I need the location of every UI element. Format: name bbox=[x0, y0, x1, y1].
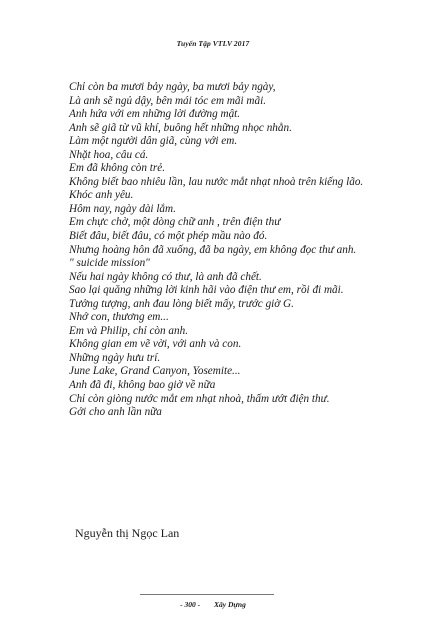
poem-line: Hôm nay, ngày dài lắm. bbox=[69, 202, 176, 215]
poem-line: Gởi cho anh lần nữa bbox=[69, 406, 162, 419]
poem-line: Không biết bao nhiêu lần, lau nước mắt nhạt nhoà trên kiếng lão. bbox=[69, 175, 364, 188]
poem-line: Anh hứa với em những lời đường mật. bbox=[69, 108, 241, 121]
header-title: Tuyển Tập VTLV 2017 bbox=[176, 39, 250, 48]
footer-divider bbox=[140, 594, 274, 595]
poem-line: Khóc anh yêu. bbox=[69, 189, 134, 202]
poem-line: Sao lại quăng những lời kinh hãi vào điện thư em, rồi đi mãi. bbox=[69, 284, 344, 297]
running-header bbox=[0, 39, 426, 48]
poem-line: Chỉ còn giòng nước mắt em nhạt nhoà, thấm ướt điện thư. bbox=[69, 392, 330, 405]
poem-line: Nhưng hoàng hôn đã xuống, đã ba ngày, em không đọc thư anh. bbox=[69, 243, 357, 256]
poem-line: Không gian em vẽ vời, với anh và con. bbox=[69, 338, 242, 351]
footer-section: Xây Dựng bbox=[214, 600, 246, 609]
poem-line: " suicide mission" bbox=[69, 257, 150, 270]
poem-line: Tưởng tượng, anh đau lòng biết mấy, trước giờ G. bbox=[69, 297, 294, 310]
poem-line: Làm một người dân giã, cùng với em. bbox=[69, 135, 238, 148]
poem-line: June Lake, Grand Canyon, Yosemite... bbox=[69, 365, 241, 378]
running-footer bbox=[0, 600, 426, 609]
poem-line: Nếu hai ngày không có thư, là anh đã chết. bbox=[69, 270, 262, 283]
poem-line: Chỉ còn ba mươi bảy ngày, ba mươi bảy ngày, bbox=[69, 81, 276, 93]
poem-line: Anh sẽ giã từ vũ khí, buông hết những nhọc nhằn. bbox=[69, 121, 292, 134]
page-number: - 300 - bbox=[180, 600, 201, 609]
author-name: Nguyễn thị Ngọc Lan bbox=[75, 526, 180, 540]
poem-line: Em chực chờ, một dòng chữ anh , trên điện thư bbox=[69, 216, 281, 229]
poem-line: Em đã không còn trẻ. bbox=[69, 162, 166, 175]
poem-line: Biết đâu, biết đâu, có một phép mầu nào đó. bbox=[69, 230, 268, 243]
poem-line: Nhặt hoa, câu cá. bbox=[69, 148, 149, 161]
poem-line: Nhớ con, thương em... bbox=[69, 311, 169, 324]
poem-line: Những ngày hưu trí. bbox=[69, 351, 161, 364]
poem-line: Em và Philip, chỉ còn anh. bbox=[69, 324, 188, 337]
poem-line: Là anh sẽ ngủ dậy, bên mái tóc em mãi mãi. bbox=[69, 94, 267, 107]
author-signature bbox=[75, 526, 179, 540]
poem-line: Anh đã đi, không bao giờ về nữa bbox=[69, 379, 216, 392]
poem-body bbox=[69, 81, 391, 420]
